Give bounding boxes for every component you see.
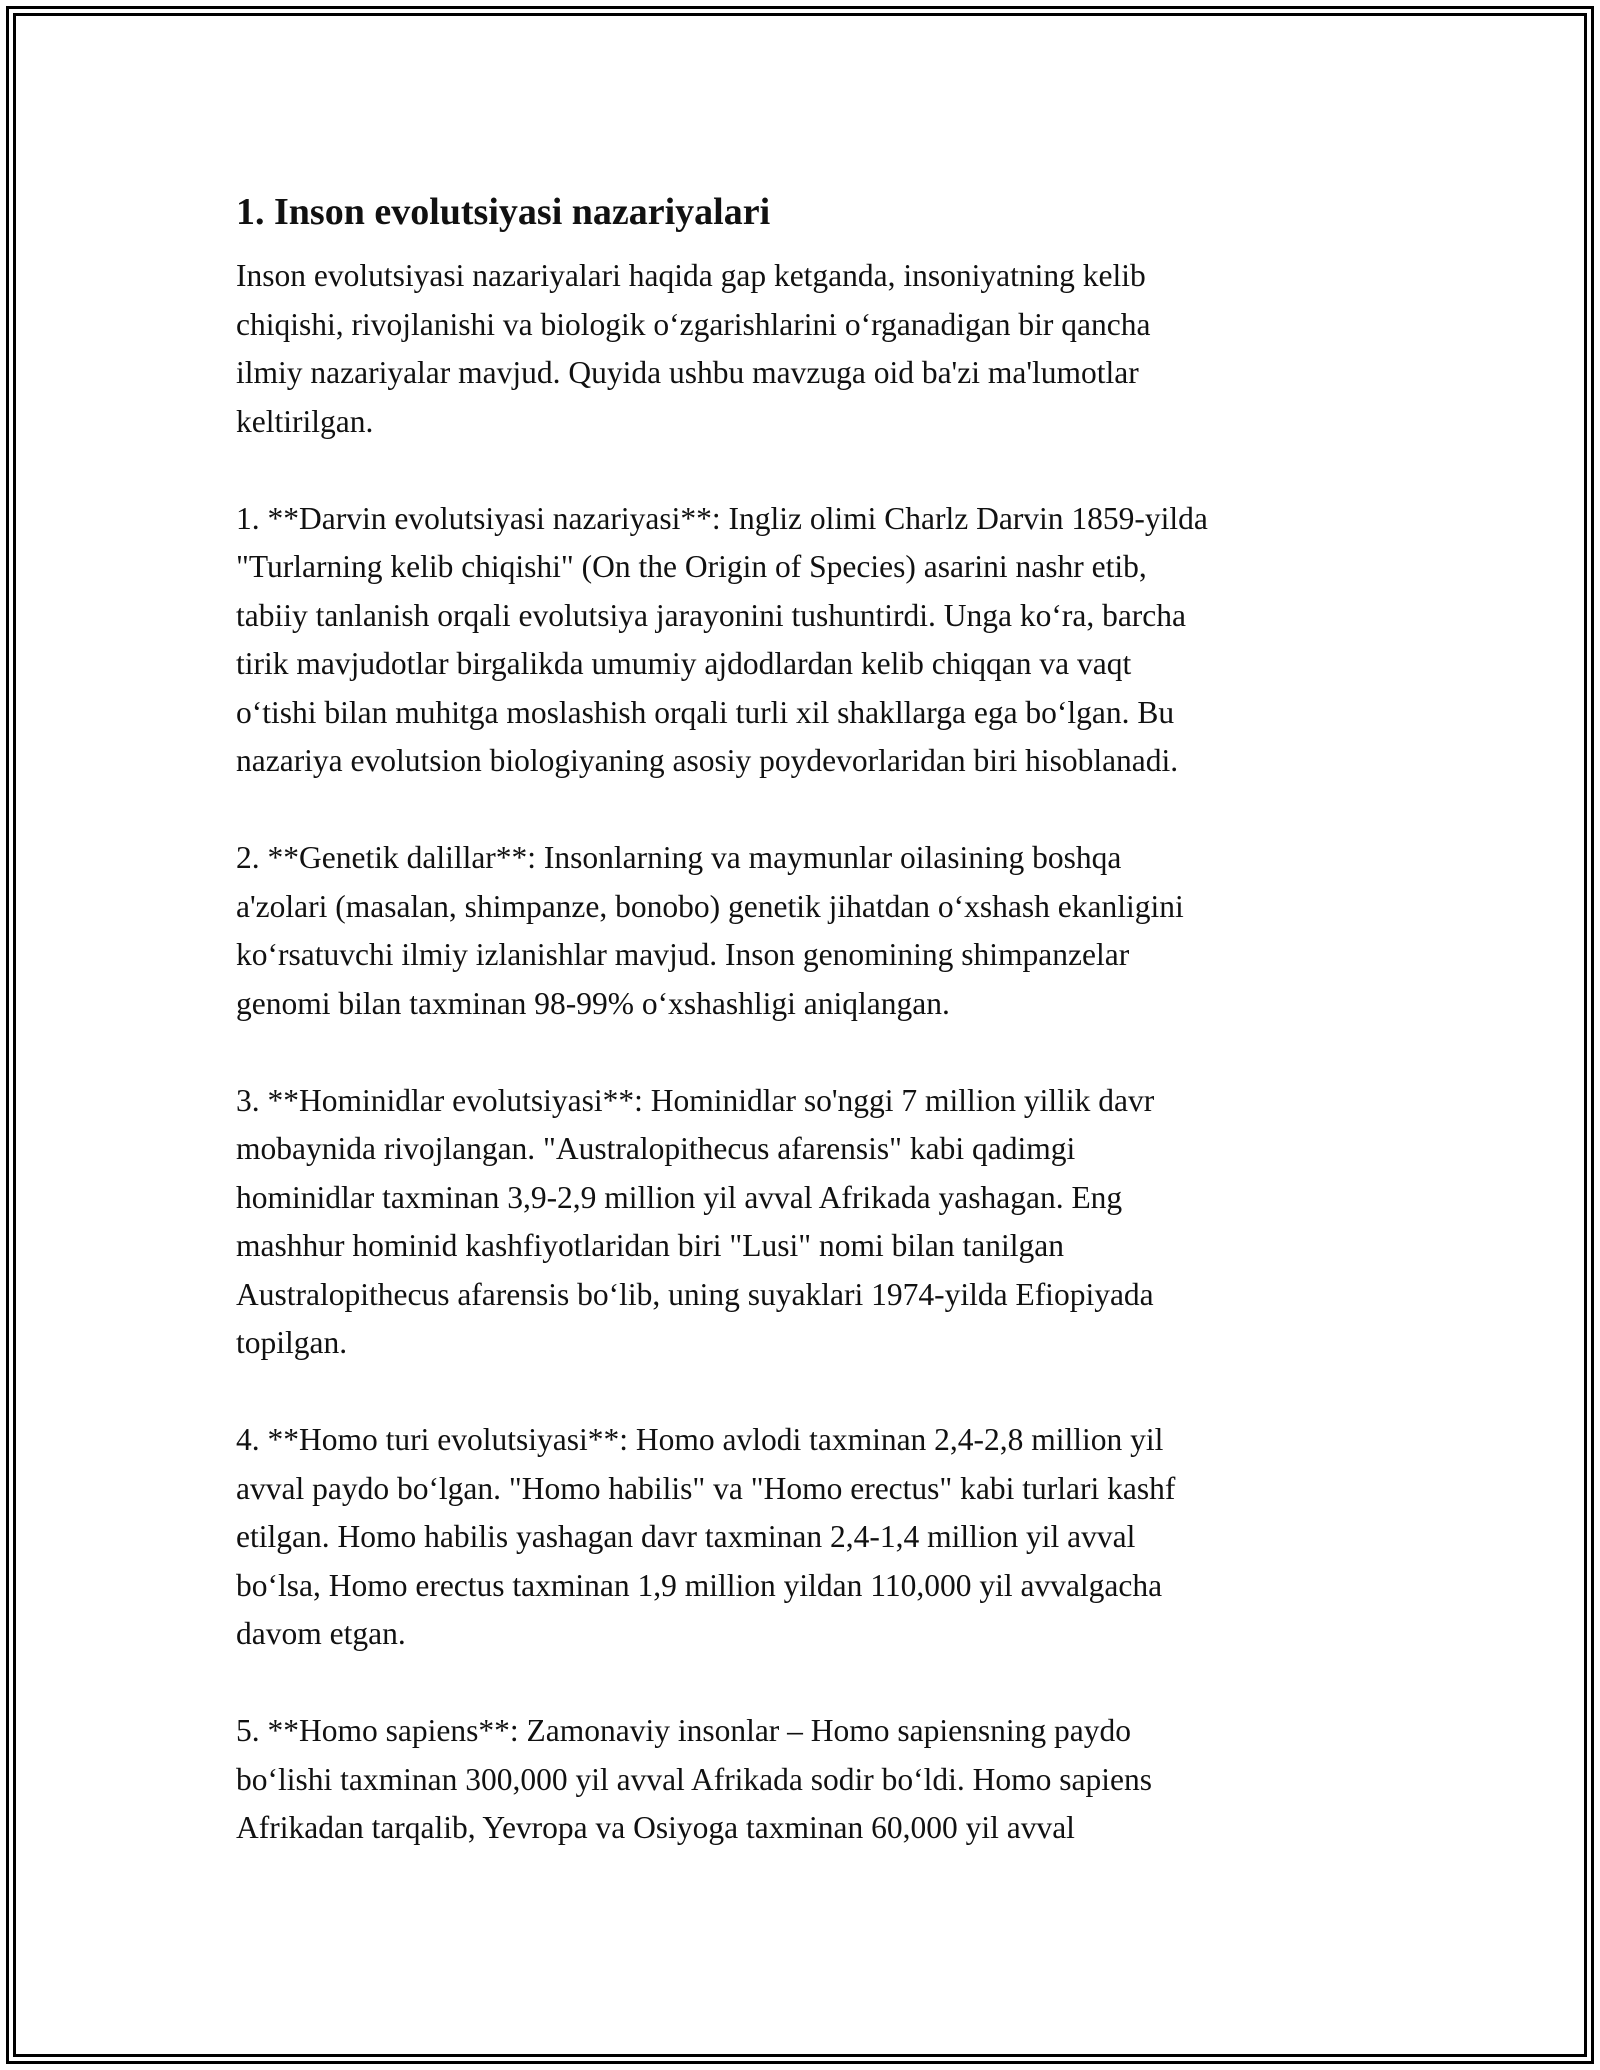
text-line: topilgan. [236, 1325, 348, 1360]
text-line: etilgan. Homo habilis yashagan davr taxminan 2,4-1,4 million yil avval [236, 1519, 1136, 1554]
text-line: Afrikadan tarqalib, Yevropa va Osiyoga taxminan 60,000 yil avval [236, 1810, 1075, 1845]
text-line: 1. **Darvin evolutsiyasi nazariyasi**: Ingliz olimi Charlz Darvin 1859-yilda [236, 500, 1208, 536]
text-line: ko‘rsatuvchi ilmiy izlanishlar mavjud. Inson genomining shimpanzelar [236, 937, 1130, 972]
text-line: 4. **Homo turi evolutsiyasi**: Homo avlodi taxminan 2,4-2,8 million yil [236, 1422, 1164, 1457]
text-line: a'zolari (masalan, shimpanze, bonobo) genetik jihatdan o‘xshash ekanligini [236, 888, 1184, 924]
text-line: 3. **Hominidlar evolutsiyasi**: Hominidlar so'nggi 7 million yillik davr [236, 1082, 1155, 1118]
text-line: chiqishi, rivojlanishi va biologik o‘zgarishlarini o‘rganadigan bir qancha [236, 306, 1151, 342]
text-line: tirik mavjudotlar birgalikda umumiy ajdodlardan kelib chiqqan va vaqt [236, 646, 1132, 681]
paragraph-hominids [236, 1077, 1396, 1368]
text-line: Australopithecus afarensis bo‘lib, uning suyaklari 1974-yilda Efiopiyada [236, 1276, 1154, 1312]
paragraph-darwin [236, 495, 1396, 786]
text-line: 5. **Homo sapiens**: Zamonaviy insonlar – Homo sapiensning paydo [236, 1713, 1132, 1748]
text-line: avval paydo bo‘lgan. "Homo habilis" va "Homo erectus" kabi turlari kashf [236, 1470, 1176, 1506]
document-page [236, 186, 1396, 1901]
text-line: nazariya evolutsion biologiyaning asosiy poydevorlaridan biri hisoblanadi. [236, 743, 1179, 778]
text-line: bo‘lsa, Homo erectus taxminan 1,9 million yildan 110,000 yil avvalgacha [236, 1567, 1163, 1603]
text-line: ilmiy nazariyalar mavjud. Quyida ushbu mavzuga oid ba'zi ma'lumotlar [236, 355, 1139, 390]
paragraph-intro [236, 252, 1396, 446]
text-line: hominidlar taxminan 3,9-2,9 million yil avval Afrikada yashagan. Eng [236, 1179, 1123, 1215]
text-line: davom etgan. [236, 1616, 406, 1651]
text-line: "Turlarning kelib chiqishi" (On the Origin of Species) asarini nashr etib, [236, 549, 1147, 584]
text-line: mashhur hominid kashfiyotlaridan biri "Lusi" nomi bilan tanilgan [236, 1228, 1064, 1263]
paragraph-homo-sapiens [236, 1707, 1396, 1853]
text-line: Inson evolutsiyasi nazariyalari haqida gap ketganda, insoniyatning kelib [236, 258, 1146, 293]
text-line: genomi bilan taxminan 98-99% o‘xshashligi aniqlangan. [236, 985, 950, 1021]
text-line: keltirilgan. [236, 403, 374, 439]
text-line: tabiiy tanlanish orqali evolutsiya jarayonini tushuntirdi. Unga ko‘ra, barcha [236, 597, 1186, 633]
text-line: 2. **Genetik dalillar**: Insonlarning va maymunlar oilasining boshqa [236, 840, 1122, 875]
paragraph-genetics [236, 834, 1396, 1028]
text-line: mobaynida rivojlangan. "Australopithecus afarensis" kabi qadimgi [236, 1131, 1076, 1166]
text-line: bo‘lishi taxminan 300,000 yil avval Afrikada sodir bo‘ldi. Homo sapiens [236, 1761, 1152, 1797]
text-line: o‘tishi bilan muhitga moslashish orqali turli xil shakllarga ega bo‘lgan. Bu [236, 694, 1175, 730]
paragraph-homo-genus [236, 1416, 1396, 1659]
document-title: 1. Inson evolutsiyasi nazariyalari [236, 191, 771, 233]
